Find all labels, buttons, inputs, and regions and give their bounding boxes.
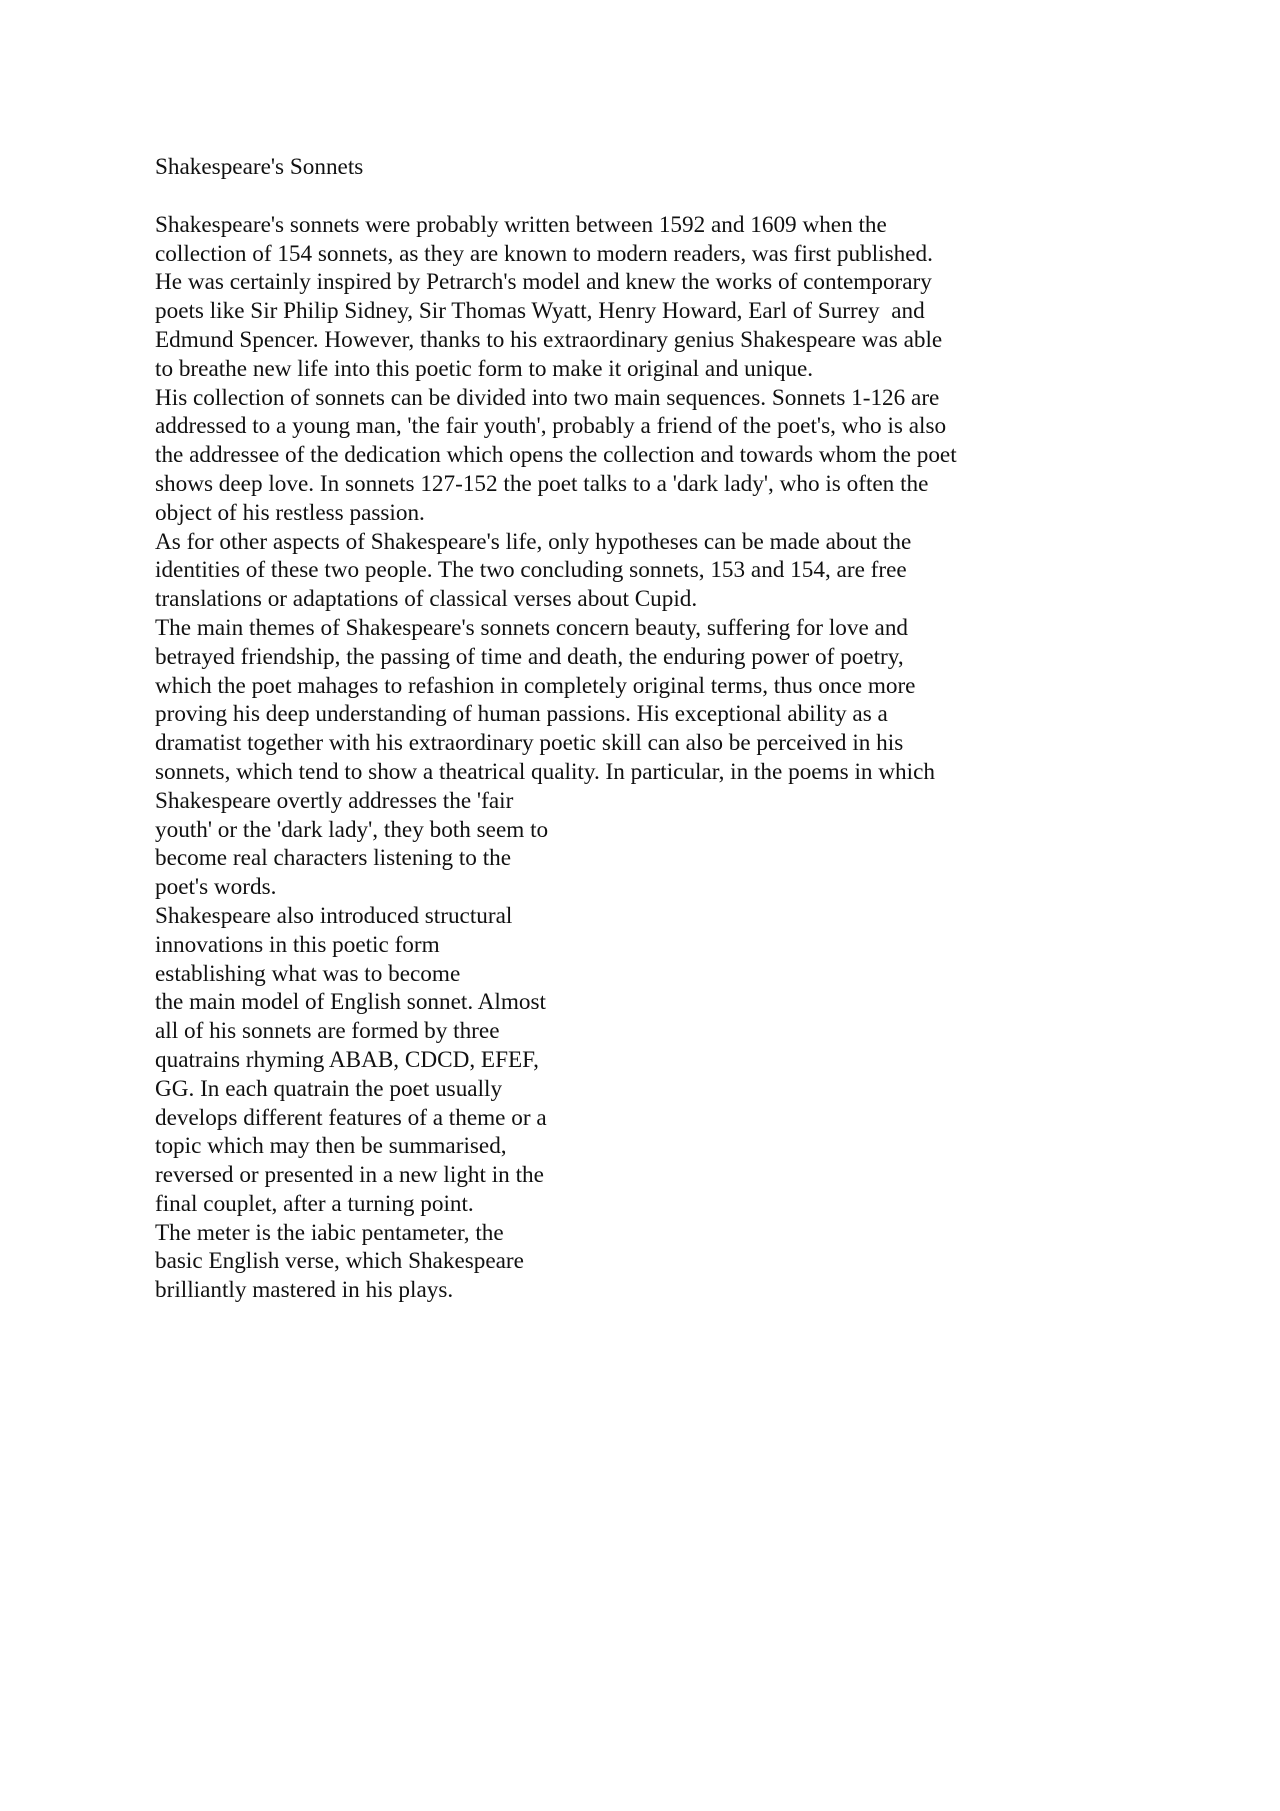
- text-line: innovations in this poetic form: [155, 931, 440, 958]
- text-line: which the poet mahages to refashion in completely original terms, thus once more: [155, 672, 916, 699]
- text-line: As for other aspects of Shakespeare's life, only hypotheses can be made about the: [155, 528, 912, 555]
- text-line: basic English verse, which Shakespeare: [155, 1248, 524, 1275]
- text-line: brilliantly mastered in his plays.: [155, 1277, 454, 1304]
- text-line: collection of 154 sonnets, as they are known to modern readers, was first published.: [155, 240, 933, 267]
- text-line: establishing what was to become: [155, 960, 461, 987]
- text-line: He was certainly inspired by Petrarch's model and knew the works of contemporary: [155, 269, 932, 296]
- text-line: proving his deep understanding of human passions. His exceptional ability as a: [155, 701, 888, 728]
- text-line: translations or adaptations of classical verses about Cupid.: [155, 586, 698, 613]
- text-line: addressed to a young man, 'the fair youth', probably a friend of the poet's, who is also: [155, 413, 947, 440]
- text-line: quatrains rhyming ABAB, CDCD, EFEF,: [155, 1046, 539, 1073]
- text-line: to breathe new life into this poetic form to make it original and unique.: [155, 355, 814, 382]
- text-line: sonnets, which tend to show a theatrical quality. In particular, in the poems in which: [155, 758, 935, 785]
- text-line: His collection of sonnets can be divided into two main sequences. Sonnets 1-126 are: [155, 384, 940, 411]
- text-line: topic which may then be summarised,: [155, 1133, 507, 1160]
- text-line: all of his sonnets are formed by three: [155, 1018, 500, 1045]
- text-line: final couplet, after a turning point.: [155, 1190, 474, 1217]
- text-line: poets like Sir Philip Sidney, Sir Thomas Wyatt, Henry Howard, Earl of Surrey and: [155, 298, 925, 325]
- text-line: the main model of English sonnet. Almost: [155, 989, 546, 1016]
- text-line: GG. In each quatrain the poet usually: [155, 1075, 503, 1102]
- text-line: become real characters listening to the: [155, 845, 512, 872]
- document-title: Shakespeare's Sonnets: [155, 154, 364, 180]
- text-line: poet's words.: [155, 874, 277, 901]
- body-text: [155, 211, 1155, 1305]
- text-line: Edmund Spencer. However, thanks to his extraordinary genius Shakespeare was able: [155, 326, 943, 353]
- title-spacer: [155, 182, 1155, 211]
- text-line: shows deep love. In sonnets 127-152 the poet talks to a 'dark lady', who is often the: [155, 470, 929, 497]
- text-line: object of his restless passion.: [155, 499, 425, 526]
- text-line: Shakespeare's sonnets were probably written between 1592 and 1609 when the: [155, 211, 887, 238]
- text-line: The meter is the iabic pentameter, the: [155, 1219, 504, 1246]
- text-line: The main themes of Shakespeare's sonnets concern beauty, suffering for love and: [155, 614, 909, 641]
- text-line: Shakespeare also introduced structural: [155, 902, 513, 929]
- text-line: dramatist together with his extraordinary poetic skill can also be perceived in his: [155, 730, 904, 757]
- text-line: identities of these two people. The two concluding sonnets, 153 and 154, are free: [155, 557, 907, 584]
- text-line: develops different features of a theme or a: [155, 1104, 547, 1131]
- document-content: [155, 153, 1155, 1305]
- text-line: the addressee of the dedication which opens the collection and towards whom the poet: [155, 442, 957, 469]
- text-line: youth' or the 'dark lady', they both seem to: [155, 816, 549, 843]
- text-line: betrayed friendship, the passing of time and death, the enduring power of poetry,: [155, 643, 904, 670]
- text-line: Shakespeare overtly addresses the 'fair: [155, 787, 514, 814]
- text-line: reversed or presented in a new light in the: [155, 1162, 544, 1189]
